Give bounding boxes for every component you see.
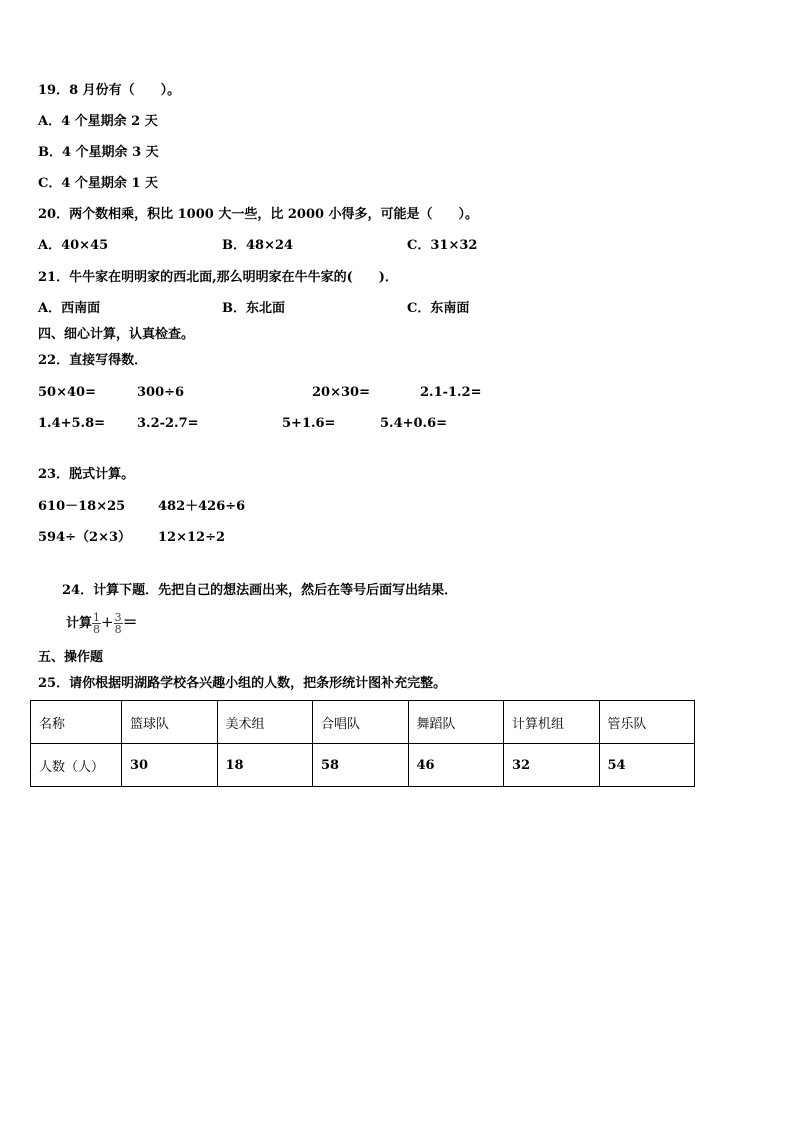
q21-option-c: C．东南面 <box>407 301 470 316</box>
q22-item: 5+1.6= <box>282 416 336 431</box>
table-header-row <box>31 701 695 744</box>
fraction-three-eighths: $\frac{3}{8}$ <box>114 611 122 636</box>
q22-item: 5.4+0.6= <box>380 416 448 431</box>
fraction-one-eighth: $\frac{1}{8}$ <box>93 611 101 636</box>
q20-option-a: A．40×45 <box>38 238 109 253</box>
q23-stem: 23．脱式计算。 <box>38 467 135 482</box>
equals-sign: ＝ <box>122 613 138 631</box>
interest-group-table <box>30 700 695 787</box>
q22-item: 20×30= <box>312 385 370 400</box>
q21-stem: 21．牛牛家在明明家的西北面,那么明明家在牛牛家的( )． <box>38 270 398 285</box>
table-cell: 18 <box>217 744 313 787</box>
q23-item: 610－18×25 <box>38 499 126 514</box>
q23-item: 482＋426÷6 <box>158 499 246 514</box>
table-cell: 舞蹈队 <box>408 701 504 744</box>
q21-option-b: B．东北面 <box>222 301 285 316</box>
q20-option-b: B．48×24 <box>222 238 294 253</box>
table-cell: 32 <box>504 744 600 787</box>
table-cell: 篮球队 <box>122 701 218 744</box>
q20-stem: 20．两个数相乘，积比 1000 大一些，比 2000 小得多，可能是（ ）。 <box>38 207 479 222</box>
plus-sign: + <box>101 613 114 631</box>
table-cell: 计算机组 <box>504 701 600 744</box>
q25-stem: 25．请你根据明湖路学校各兴趣小组的人数，把条形统计图补充完整。 <box>38 676 447 691</box>
table-cell: 名称 <box>31 701 122 744</box>
table-cell: 30 <box>122 744 218 787</box>
q19-option-a: A．4 个星期余 2 天 <box>38 114 158 129</box>
table-cell: 管乐队 <box>599 701 695 744</box>
table-cell: 合唱队 <box>313 701 409 744</box>
q20-option-c: C．31×32 <box>407 238 478 253</box>
table-cell: 58 <box>313 744 409 787</box>
q19-stem: 19．8 月份有（ ）。 <box>38 83 181 98</box>
section4-heading: 四、细心计算，认真检查。 <box>38 327 195 342</box>
q22-item: 3.2-2.7= <box>137 416 199 431</box>
q19-option-c: C．4 个星期余 1 天 <box>38 176 159 191</box>
table-cell: 人数（人） <box>31 744 122 787</box>
q21-option-a: A．西南面 <box>38 301 101 316</box>
q24-expression <box>66 609 138 637</box>
q22-item: 2.1-1.2= <box>420 385 482 400</box>
table-row <box>31 744 695 787</box>
q24-prefix: 计算 <box>66 616 93 631</box>
q23-item: 12×12÷2 <box>158 530 226 545</box>
q22-stem: 22．直接写得数． <box>38 353 148 368</box>
q24-stem: 24．计算下题．先把自己的想法画出来，然后在等号后面写出结果． <box>62 583 458 598</box>
section5-heading: 五、操作题 <box>38 650 104 665</box>
table-cell: 54 <box>599 744 695 787</box>
table-cell: 46 <box>408 744 504 787</box>
q19-option-b: B．4 个星期余 3 天 <box>38 145 159 160</box>
table-cell: 美术组 <box>217 701 313 744</box>
q22-item: 300÷6 <box>137 385 185 400</box>
q22-item: 1.4+5.8= <box>38 416 106 431</box>
q22-item: 50×40= <box>38 385 96 400</box>
q23-item: 594÷（2×3） <box>38 530 132 545</box>
